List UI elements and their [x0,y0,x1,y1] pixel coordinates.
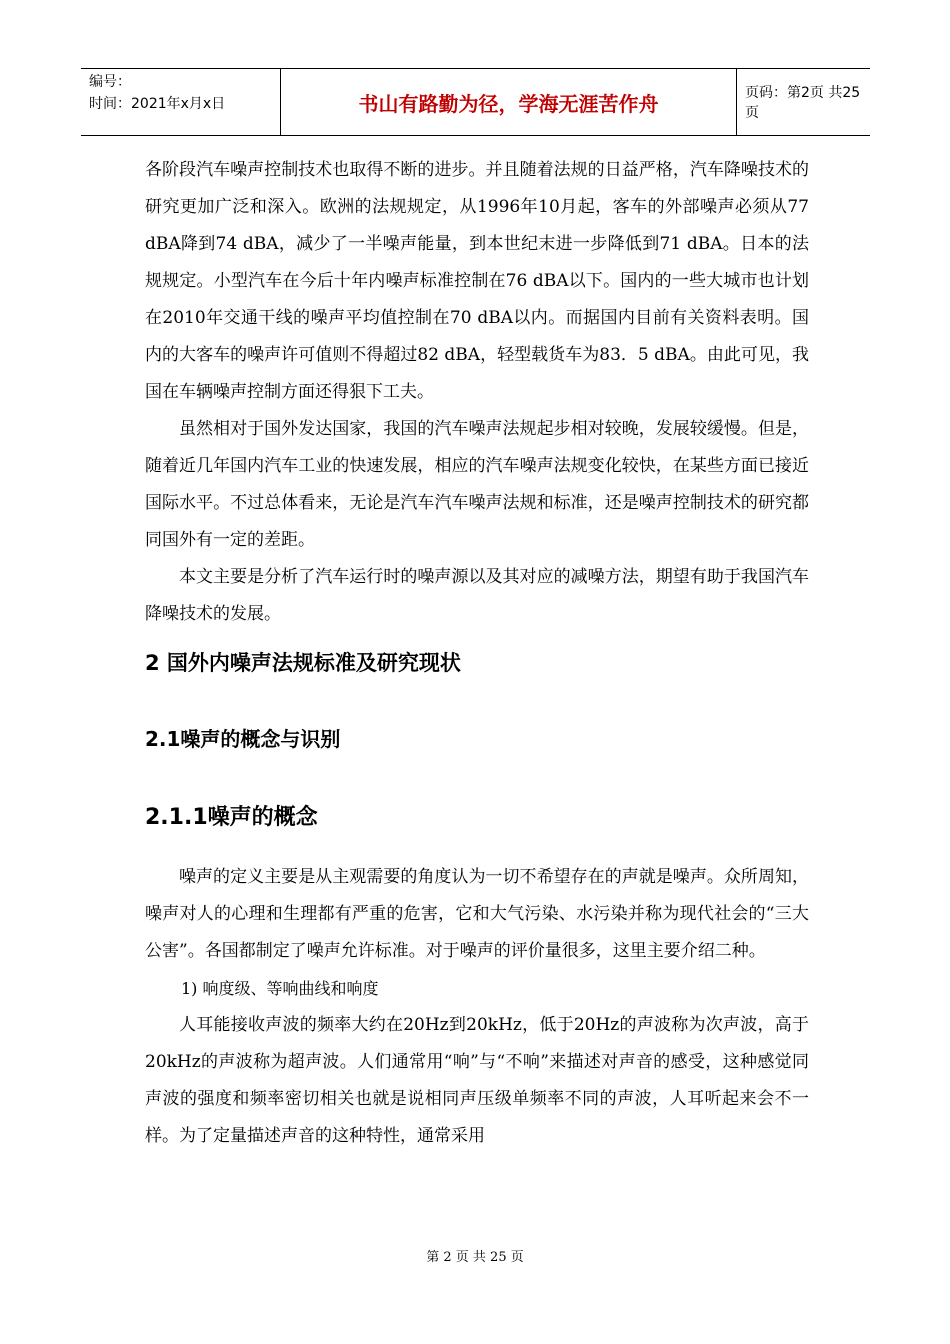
section-heading-2: 2 国外内噪声法规标准及研究现状 [145,651,461,675]
section-heading-2-1: 2.1噪声的概念与识别 [145,727,341,751]
list-item: 1) 响度级、等响曲线和响度 [181,979,379,998]
page-footer: 第 2 页 共 25 页 [426,1250,524,1265]
paragraph-1: 各阶段汽车噪声控制技术也取得不断的进步。并且随着法规的日益严格，汽车降噪技术的研究更加广泛和深入。欧洲的法规规定，从1996年10月起，客车的外部噪声必须从77 dBA降到74 dBA，减少了一半噪声能量，到本世纪末进一步降低到71 dBA。日本的法规规定。小型汽车在今后十年内噪声标准控制在76 dBA以下。国内的一些大城市也计划在2010年交通干线的噪声平均值控制在70 dBA以内。而据国内目前有关资料表明。国内的大客车的噪声许可值则不得超过82 dBA，轻型载货车为83．5 dBA。由此可见，我国在车辆噪声控制方面还得狠下工夫。 [145,160,809,402]
document-body [145,152,809,1155]
paragraph-5: 人耳能接收声波的频率大约在20Hz到20kHz，低于20Hz的声波称为次声波，高于20kHz的声波称为超声波。人们通常用“响”与“不响”来描述对声音的感受，这种感觉同声波的强度和频率密切相关也就是说相同声压级单频率不同的声波，人耳听起来会不一样。为了定量描述声音的这种特性，通常采用 [145,1015,809,1146]
paragraph-4: 噪声的定义主要是从主观需要的角度认为一切不希望存在的声就是噪声。众所周知，噪声对人的心理和生理都有严重的危害，它和大气污染、水污染并称为现代社会的“三大公害”。各国都制定了噪声允许标准。对于噪声的评价量很多，这里主要介绍二种。 [145,867,809,961]
header-motto: 书山有路勤为径，学海无涯苦作舟 [281,69,737,135]
time-label: 时间：2021年x月x日 [89,96,226,112]
serial-label: 编号： [89,74,131,90]
header-page-info: 页码：第2页 共25页 [745,85,861,121]
paragraph-3: 本文主要是分析了汽车运行时的噪声源以及其对应的减噪方法，期望有助于我国汽车降噪技术的发展。 [145,567,809,624]
paragraph-2: 虽然相对于国外发达国家，我国的汽车噪声法规起步相对较晚，发展较缓慢。但是，随着近几年国内汽车工业的快速发展，相应的汽车噪声法规变化较快，在某些方面已接近国际水平。不过总体看来，无论是汽车汽车噪声法规和标准，还是噪声控制技术的研究都同国外有一定的差距。 [145,419,809,550]
page-header [81,68,870,136]
section-heading-2-1-1: 2.1.1噪声的概念 [145,805,318,830]
header-meta [81,69,281,135]
